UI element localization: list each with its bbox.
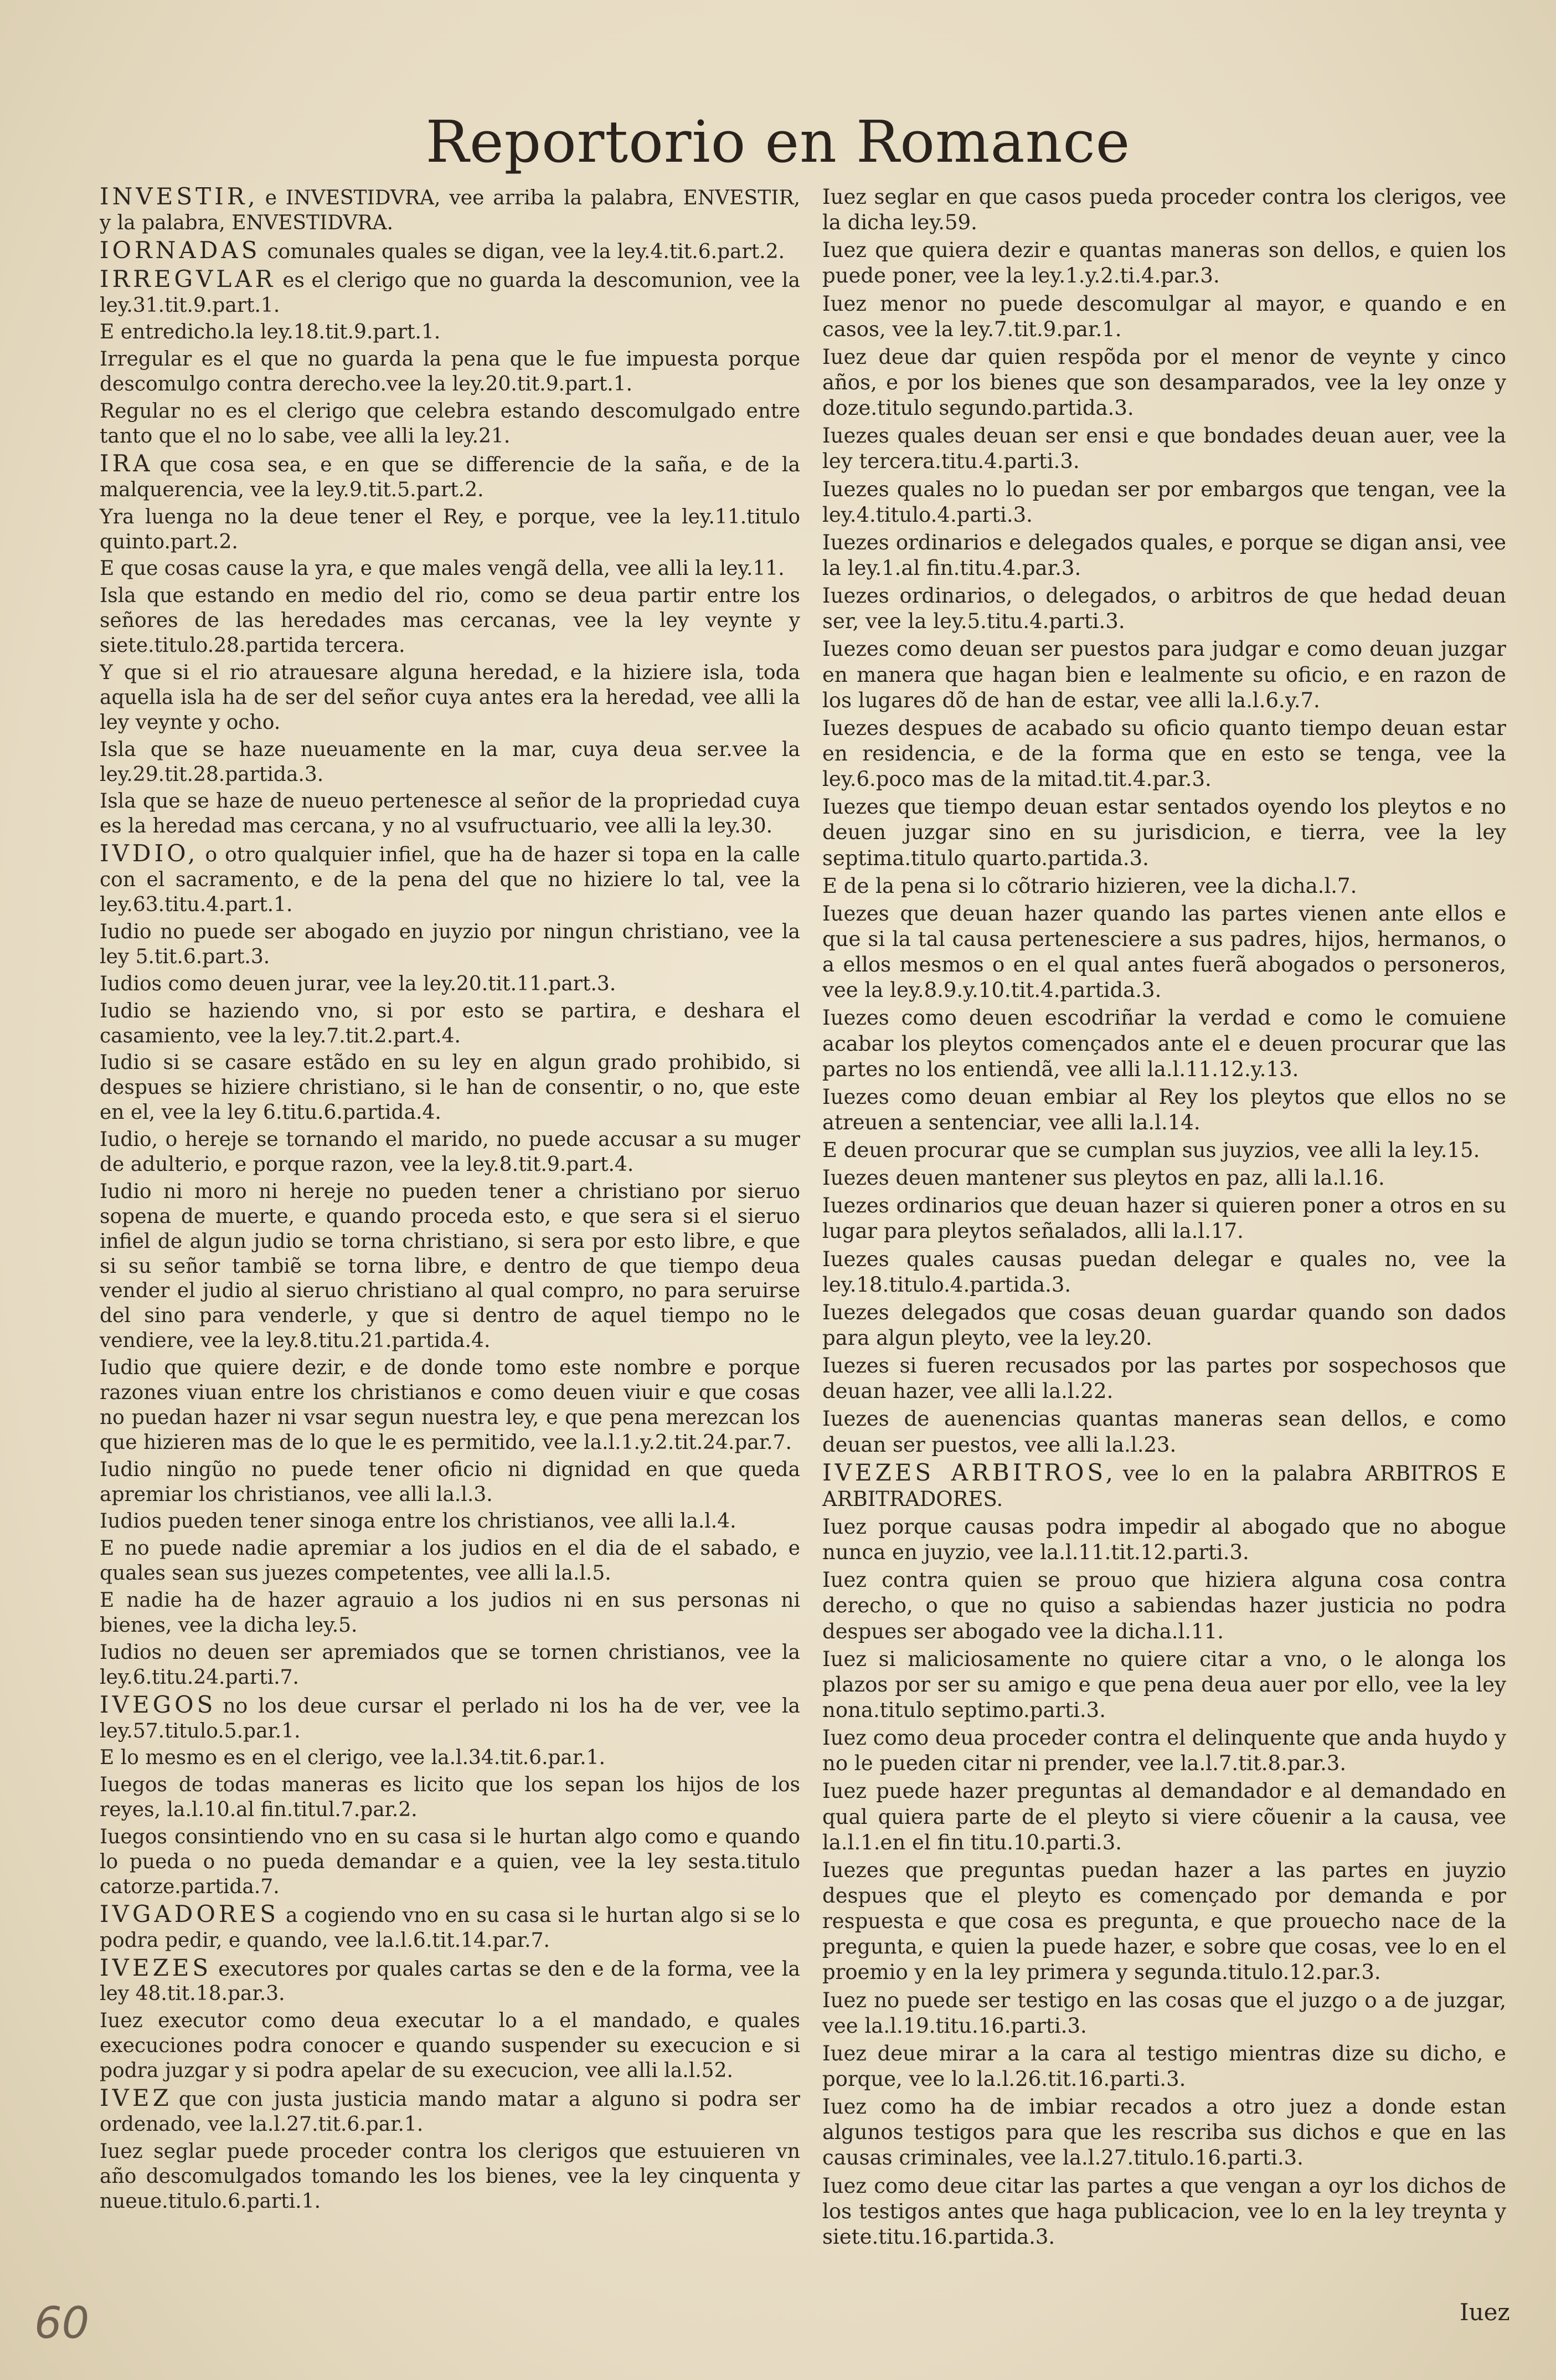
entry-text: Iuez deue mirar a la cara al testigo mientras dize su dicho, e porque, vee lo la.l.26.tit.16.parti.3.	[822, 2041, 1506, 2091]
entry-text: Iuez como deua proceder contra el delinquente que anda huydo y no le pueden citar ni prender, vee la.l.7.tit.8.par.3.	[822, 1726, 1506, 1776]
entry-text: Iudio no puede ser abogado en juyzio por ningun christiano, vee la ley 5.tit.6.part.3.	[100, 920, 800, 968]
index-entry	[100, 1536, 800, 1586]
index-entry	[822, 1778, 1506, 1855]
index-entry	[822, 2173, 1506, 2250]
index-entry	[822, 1165, 1506, 1191]
index-entry	[822, 1647, 1506, 1723]
entry-text: Iuezes deuen mantener sus pleytos en paz, alli la.l.16.	[822, 1166, 1385, 1190]
left-column	[100, 184, 800, 2216]
index-entry	[822, 1858, 1506, 1986]
index-entry	[100, 1902, 800, 1954]
index-entry	[100, 1956, 800, 2007]
index-entry	[822, 2094, 1506, 2171]
entry-headword: IVGADORES	[100, 1900, 279, 1927]
index-entry	[822, 1138, 1506, 1163]
index-entry	[100, 1690, 800, 1744]
index-entry	[100, 1509, 800, 1534]
entry-headword: IRA	[100, 449, 153, 477]
entry-text: Iuezes como deuen escodriñar la verdad e como le comuiene acabar los pleytos començados ante el e deuen procurar que las partes no los entiendã, vee alli la.l.11.12.y.13.	[822, 1006, 1506, 1081]
entry-text: Y que si el rio atrauesare alguna heredad, e la hiziere isla, toda aquella isla ha de ser del señor cuya antes era la heredad, vee alli la ley veynte y ocho.	[100, 661, 800, 734]
entry-text: es el clerigo que no guarda la descomunion, vee la ley.31.tit.9.part.1.	[100, 269, 800, 317]
index-entry	[100, 1458, 800, 1508]
index-entry	[100, 1746, 800, 1771]
index-entry	[100, 1825, 800, 1900]
entry-text: Iuezes que tiempo deuan estar sentados oyendo los pleytos e no deuen juzgar sino en su jurisdicion, e tierra, vee la ley septima.titulo quarto.partida.3.	[822, 795, 1506, 870]
entry-headword: IRREGVLAR	[100, 265, 276, 292]
index-entry	[100, 557, 800, 582]
entry-text: Iudios como deuen jurar, vee la ley.20.tit.11.part.3.	[100, 972, 616, 995]
index-entry	[822, 423, 1506, 474]
entry-text: Iuezes quales causas puedan delegar e quales no, vee la ley.18.titulo.4.partida.3.	[822, 1247, 1506, 1297]
index-entry	[822, 716, 1506, 792]
index-entry	[822, 238, 1506, 289]
entry-text: E no puede nadie apremiar a los judios en el dia de el sabado, e quales sean sus juezes competentes, vee alli la.l.5.	[100, 1537, 800, 1585]
index-entry	[100, 2086, 800, 2137]
index-entry	[822, 1084, 1506, 1135]
entry-text: Iudios pueden tener sinoga entre los christianos, vee alli la.l.4.	[100, 1510, 736, 1533]
entry-text: Iuezes despues de acabado su oficio quanto tiempo deuan estar en residencia, e de la forma que en esto se tenga, vee la ley.6.poco mas de la mitad.tit.4.par.3.	[822, 716, 1506, 791]
entry-text: Isla que se haze de nueuo pertenesce al señor de la propriedad cuya es la heredad mas cercana, y no al vsufructuario, vee alli la ley.30.	[100, 790, 800, 838]
right-column	[822, 184, 1506, 2252]
entry-text: Irregular es el que no guarda la pena que le fue impuesta porque descomulgo contra derecho.vee la ley.20.tit.9.part.1.	[100, 348, 800, 396]
index-entry	[100, 2140, 800, 2214]
entry-text: o otro qualquier infiel, que ha de hazer si topa en la calle con el sacramento, e de la pena del que no hiziere lo tal, vee la ley.63.titu.4.part.1.	[100, 844, 800, 917]
entry-headword: IVDIO,	[100, 840, 199, 867]
entry-headword: IVEZES	[100, 1954, 212, 1981]
entry-headword: IVEZ	[100, 2084, 172, 2112]
index-entry	[100, 738, 800, 788]
index-entry	[822, 636, 1506, 713]
entry-text: Yra luenga no la deue tener el Rey, e porque, vee la ley.11.titulo quinto.part.2.	[100, 505, 800, 553]
entry-text: Iudios no deuen ser apremiados que se tornen christianos, vee la ley.6.titu.24.parti.7.	[100, 1641, 800, 1689]
index-entry	[100, 399, 800, 449]
entry-text: E de la pena si lo cõtrario hizieren, vee la dicha.l.7.	[822, 873, 1357, 898]
entry-text: Iuez que quiera dezir e quantas maneras son dellos, e quien los puede poner, vee la ley.1.y.2.ti.4.par.3.	[822, 238, 1506, 288]
catchword: Iuez	[1460, 2299, 1510, 2326]
index-entry	[100, 184, 800, 236]
entry-text: Iudio, o hereje se tornando el marido, no puede accusar a su muger de adulterio, e porque razon, vee la ley.8.tit.9.part.4.	[100, 1128, 800, 1176]
index-entry	[100, 1641, 800, 1690]
entry-text: Iuezes ordinarios que deuan hazer si quieren poner a otros en su lugar para pleytos señalados, alli la.l.17.	[822, 1194, 1506, 1243]
entry-text: Iuezes quales deuan ser ensi e que bondades deuan auer, vee la ley tercera.titu.4.parti.3.	[822, 424, 1506, 474]
index-entry	[100, 451, 800, 503]
entry-text: Iuez seglar puede proceder contra los clerigos que estuuieren vn año descomulgados tomando les los bienes, vee la ley cinquenta y nueue.titulo.6.parti.1.	[100, 2140, 800, 2213]
index-entry	[822, 184, 1506, 235]
entry-headword: IVEGOS	[100, 1690, 217, 1718]
entry-text: Iuez seglar en que casos pueda proceder contra los clerigos, vee la dicha ley.59.	[822, 185, 1506, 235]
entry-text: Iuezes ordinarios e delegados quales, e porque se digan ansi, vee la ley.1.al fin.titu.4.par.3.	[822, 530, 1506, 580]
entry-text: Iuegos consintiendo vno en su casa si le hurtan algo como e quando lo pueda o no pueda demandar e a quien, vee la ley sesta.titulo catorze.partida.7.	[100, 1826, 800, 1898]
entry-text: E nadie ha de hazer agrauio a los judios ni en sus personas ni bienes, vee la dicha ley.5.	[100, 1589, 800, 1637]
index-entry	[822, 345, 1506, 421]
entry-text: que con justa justicia mando matar a alguno si podra ser ordenado, vee la.l.27.tit.6.par.1.	[100, 2088, 800, 2136]
entry-text: Iuezes que preguntas puedan hazer a las partes en juyzio despues que el pleyto es començado por demanda e por respuesta e que cosa es pregunta, e que prouecho nace de la pregunta, e quien la puede hazer, e sobre que cosas, vee lo en el proemio y en la ley primera y segunda.titulo.12.par.3.	[822, 1858, 1506, 1985]
entry-headword: IVEZES ARBITROS,	[822, 1458, 1117, 1486]
index-entry	[822, 583, 1506, 634]
index-entry	[822, 1460, 1506, 1512]
index-entry	[822, 901, 1506, 1004]
index-entry	[100, 841, 800, 918]
index-entry	[100, 320, 800, 345]
index-entry	[100, 1051, 800, 1125]
entry-text: Regular no es el clerigo que celebra estando descomulgado entre tanto que el no lo sabe, vee alli la ley.21.	[100, 400, 800, 448]
entry-headword: IORNADAS	[100, 236, 261, 264]
entry-text: Iudio ni moro ni hereje no pueden tener a christiano por sieruo sopena de muerte, e quando proceda esto, e que sera si el sieruo infiel de algun judio se torna christiano, si sera por esto libre, e que si su señor tambiẽ se torna libre, e dentro de que tiempo deua vender el judio al sieruo christiano al qual compro, no para seruirse del sino para venderle, y que si dentro de aquel tiempo no le vendiere, vee la ley.8.titu.21.partida.4.	[100, 1180, 800, 1353]
index-entry	[822, 794, 1506, 871]
entry-text: Iuez como deue citar las partes a que vengan a oyr los dichos de los testigos antes que haga publicacion, vee lo en la ley treynta y siete.titu.16.partida.3.	[822, 2173, 1506, 2249]
index-entry	[100, 920, 800, 970]
index-entry	[100, 1180, 800, 1354]
entry-headword: INVESTIR,	[100, 183, 259, 210]
index-entry	[822, 530, 1506, 581]
entry-text: E entredicho.la ley.18.tit.9.part.1.	[100, 321, 441, 344]
entry-text: executores por quales cartas se den e de la forma, vee la ley 48.tit.18.par.3.	[100, 1957, 800, 2006]
index-entry	[822, 1514, 1506, 1565]
index-entry	[100, 972, 800, 997]
entry-text: Iuez menor no puede descomulgar al mayor, e quando e en casos, vee la ley.7.tit.9.par.1.	[822, 291, 1506, 341]
index-entry	[822, 1567, 1506, 1644]
running-title: Reportorio en Romance	[425, 108, 1131, 176]
index-entry	[100, 267, 800, 318]
entry-text: Iudio si se casare estãdo en su ley en algun grado prohibido, si despues se hiziere christiano, si le han de consentir, o no, que este en el, vee la ley 6.titu.6.partida.4.	[100, 1051, 800, 1124]
index-entry	[822, 291, 1506, 342]
index-entry	[822, 1247, 1506, 1298]
index-entry	[100, 1589, 800, 1638]
index-entry	[100, 347, 800, 397]
entry-text: Iuezes de auenencias quantas maneras sean dellos, e como deuan ser puestos, vee alli la.l.23.	[822, 1407, 1506, 1457]
entry-text: E deuen procurar que se cumplan sus juyzios, vee alli la ley.15.	[822, 1138, 1480, 1163]
index-entry	[100, 505, 800, 555]
entry-text: Iuezes si fueren recusados por las partes por sospechosos que deuan hazer, vee alli la.l.22.	[822, 1354, 1506, 1404]
entry-text: Iuezes que deuan hazer quando las partes vienen ante ellos e que si la tal causa pertenesciere a sus padres, hijos, hermanos, o a ellos mesmos o en el qual antes fuerã abogados o personeros, vee la ley.8.9.y.10.tit.4.partida.3.	[822, 901, 1506, 1003]
index-entry	[100, 2009, 800, 2084]
index-entry	[822, 1725, 1506, 1776]
entry-text: comunales quales se digan, vee la ley.4.tit.6.part.2.	[267, 240, 785, 263]
index-entry	[822, 1005, 1506, 1082]
entry-text: Iuezes como deuan embiar al Rey los pleytos que ellos no se atreuen a sentenciar, vee alli la.l.14.	[822, 1084, 1506, 1134]
entry-text: Iudio ningũo no puede tener oficio ni dignidad en que queda apremiar los christianos, vee alli la.l.3.	[100, 1458, 800, 1506]
index-entry	[100, 999, 800, 1049]
index-entry	[100, 1128, 800, 1178]
entry-text: Iuegos de todas maneras es licito que los sepan los hijos de los reyes, la.l.10.al fin.titul.7.par.2.	[100, 1774, 800, 1822]
entry-text: Iudio que quiere dezir, e de donde tomo este nombre e porque razones viuan entre los christianos e como deuen viuir e que cosas no puedan hazer ni vsar segun nuestra ley, e que pena merezcan los que hizieren mas de lo que le es permitido, vee la.l.1.y.2.tit.24.par.7.	[100, 1356, 800, 1454]
index-entry	[100, 1356, 800, 1456]
index-entry	[100, 789, 800, 839]
entry-text: Iuez contra quien se prouo que hiziera alguna cosa contra derecho, o que no quiso a sabiendas hazer justicia no podra despues ser abogado vee la dicha.l.11.	[822, 1568, 1506, 1643]
entry-text: Iudio se haziendo vno, si por esto se partira, e deshara el casamiento, vee la ley.7.tit.2.part.4.	[100, 999, 800, 1047]
index-entry	[100, 584, 800, 659]
entry-text: Iuezes quales no lo puedan ser por embargos que tengan, vee la ley.4.titulo.4.parti.3.	[822, 477, 1506, 527]
entry-text: Iuez puede hazer preguntas al demandador e al demandado en qual quiera parte de el pleyto si viere cõuenir a la causa, vee la.l.1.en el fin titu.10.parti.3.	[822, 1779, 1506, 1854]
entry-text: Iuez deue dar quien respõda por el menor de veynte y cinco años, e por los bienes que son desamparados, vee la ley onze y doze.titulo segundo.partida.3.	[822, 345, 1506, 420]
entry-text: Iuezes como deuan ser puestos para judgar e como deuan juzgar en manera que hagan bien e lealmente su oficio, e en razon de los lugares dõ de han de estar, vee alli la.l.6.y.7.	[822, 637, 1506, 712]
entry-text: Iuez como ha de imbiar recados a otro juez a donde estan algunos testigos para que les rescriba sus dichos e que en las causas criminales, vee la.l.27.titulo.16.parti.3.	[822, 2095, 1506, 2170]
index-entry	[822, 1406, 1506, 1457]
folio-number: 60	[34, 2299, 90, 2348]
entry-text: a cogiendo vno en su casa si le hurtan algo si se lo podra pedir, e quando, vee la.l.6.tit.14.par.7.	[100, 1904, 800, 1952]
index-entry	[822, 1300, 1506, 1351]
entry-text: vee lo en la palabra ARBITROS E ARBITRADORES.	[822, 1461, 1507, 1511]
index-entry	[100, 1773, 800, 1823]
entry-text: Isla que estando en medio del rio, como se deua partir entre los señores de las heredades mas cercanas, vee la ley veynte y siete.titulo.28.partida tercera.	[100, 584, 800, 657]
entry-text: Iuez si maliciosamente no quiere citar a vno, o le alonga los plazos por ser su amigo e que pena deua auer por ello, vee la ley nona.titulo septimo.parti.3.	[822, 1647, 1506, 1723]
index-entry	[100, 661, 800, 736]
index-entry	[822, 477, 1506, 528]
entry-text: E lo mesmo es en el clerigo, vee la.l.34.tit.6.par.1.	[100, 1746, 606, 1770]
index-entry	[100, 238, 800, 265]
entry-text: Iuezes ordinarios, o delegados, o arbitros de que hedad deuan ser, vee la ley.5.titu.4.parti.3.	[822, 584, 1506, 634]
index-entry	[822, 2041, 1506, 2092]
entry-text: e INVESTIDVRA, vee arriba la palabra, ENVESTIR, y la palabra, ENVESTIDVRA.	[100, 187, 800, 234]
entry-text: que cosa sea, e en que se differencie de la saña, e de la malquerencia, vee la ley.9.tit.5.part.2.	[100, 453, 800, 501]
entry-text: Iuez executor como deua executar lo a el mandado, e quales execuciones podra conocer e quando suspender su execucion e si podra juzgar y si podra apelar de su execucion, vee alli la.l.52.	[100, 2009, 800, 2083]
entry-text: Iuez no puede ser testigo en las cosas que el juzgo o a de juzgar, vee la.l.19.titu.16.parti.3.	[822, 1988, 1506, 2038]
index-entry	[822, 873, 1506, 899]
entry-text: no los deue cursar el perlado ni los ha de ver, vee la ley.57.titulo.5.par.1.	[100, 1694, 800, 1742]
entry-text: E que cosas cause la yra, e que males vengã della, vee alli la ley.11.	[100, 557, 785, 580]
entry-text: Iuez porque causas podra impedir al abogado que no abogue nunca en juyzio, vee la.l.11.tit.12.parti.3.	[822, 1515, 1506, 1565]
index-entry	[822, 1988, 1506, 2039]
entry-text: Isla que se haze nueuamente en la mar, cuya deua ser.vee la ley.29.tit.28.partida.3.	[100, 738, 800, 786]
index-entry	[822, 1353, 1506, 1404]
entry-text: Iuezes delegados que cosas deuan guardar quando son dados para algun pleyto, vee la ley.20.	[822, 1300, 1506, 1350]
index-entry	[822, 1193, 1506, 1244]
